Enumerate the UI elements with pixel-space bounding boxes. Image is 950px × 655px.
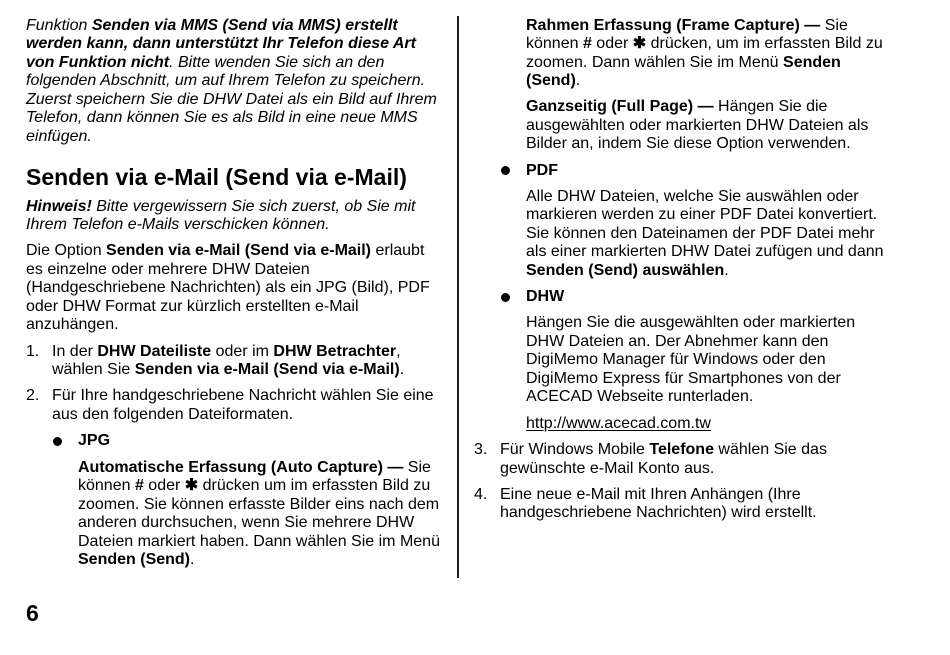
step-number: 1.	[26, 342, 40, 360]
text-run: ACECAD Webseite runterladen.	[526, 388, 754, 406]
bold-text: werden kann, dann unterstützt Ihr Telefon diese Art	[26, 35, 416, 52]
text-run: Ihrem Telefon e-Mails verschicken können.	[26, 216, 330, 234]
text-run: drücken um im erfassten Bild zu	[198, 477, 431, 495]
text-line	[26, 316, 451, 335]
text-line	[526, 54, 934, 73]
text-run: Sie	[403, 458, 431, 476]
text-line	[26, 91, 451, 110]
text-line	[26, 128, 451, 147]
text-run: gewünschte e-Mail Konto aus.	[500, 459, 715, 477]
step-4	[474, 486, 934, 523]
text-run: Die Option	[26, 242, 107, 260]
bold-text: Senden via MMS (Send via MMS) erstellt	[91, 16, 398, 34]
text-run: einfügen.	[26, 127, 92, 145]
text-line	[26, 279, 451, 298]
step-number: 4.	[474, 485, 488, 503]
text-line	[526, 17, 934, 36]
text-line	[526, 117, 934, 136]
text-run: DigiMemo Express für Smartphones von der	[526, 369, 841, 387]
text-line	[52, 387, 451, 406]
text-run: Sie können den Dateinamen der PDF Datei mehr	[526, 224, 875, 242]
text-run: als einer markierten DHW Datei zufügen und dann	[526, 243, 884, 261]
text-run: Hängen Sie die	[713, 98, 828, 116]
text-line	[78, 459, 451, 478]
step-text	[52, 343, 451, 380]
text-line	[526, 225, 934, 244]
bold-text: (Send)	[526, 72, 576, 89]
bold-text: Telefone	[649, 441, 714, 459]
text-run: zoomen. Dann wählen Sie im Menü	[526, 53, 784, 71]
text-run: In der	[52, 342, 98, 360]
text-run: anderen durchsuchen, wenn Sie mehrere DHW	[78, 514, 415, 532]
bullet-pdf	[474, 162, 934, 181]
text-run: Bilder an, indem Sie diese Option verwenden.	[526, 135, 851, 153]
text-run: erlaubt	[371, 242, 425, 260]
step-3	[474, 441, 934, 478]
text-line	[26, 298, 451, 317]
text-line	[26, 17, 451, 36]
bold-text: DHW Betrachter	[273, 342, 397, 360]
text-line	[500, 460, 934, 479]
step-number: 2.	[26, 387, 40, 405]
right-column	[474, 17, 934, 531]
text-line	[526, 35, 934, 54]
format-label: JPG	[78, 432, 111, 450]
text-run: Bitte vergewissern Sie sich zuerst, ob Sie mit	[91, 197, 416, 215]
mms-note-paragraph	[26, 17, 451, 147]
link-line	[526, 415, 934, 434]
text-line	[500, 486, 934, 505]
dhw-description-paragraph	[526, 314, 934, 407]
text-line	[26, 261, 451, 280]
text-line	[78, 496, 451, 515]
bullet-dhw	[474, 288, 934, 307]
text-run: DHW Dateien an. Der Abnehmer kann den	[526, 332, 829, 350]
text-line	[26, 72, 451, 91]
text-line	[526, 262, 934, 281]
text-line	[52, 361, 451, 380]
bold-text: Senden via e-Mail (Send via e-Mail)	[134, 361, 400, 379]
text-line	[526, 135, 934, 154]
column-divider	[457, 16, 459, 578]
bullet-jpg	[26, 432, 451, 451]
text-run: .	[190, 551, 195, 569]
text-run: anzuhängen.	[26, 316, 119, 334]
text-line	[526, 206, 934, 225]
step-text	[52, 387, 451, 424]
text-run: handgeschriebene Nachrichten) wird erstellt.	[500, 504, 817, 522]
full-page-paragraph	[526, 98, 934, 154]
text-run: aus den folgenden Dateiformaten.	[52, 405, 294, 423]
bold-text: #	[582, 35, 592, 52]
text-line	[78, 533, 451, 552]
frame-capture-paragraph	[526, 17, 934, 91]
text-run: ausgewählten oder markierten DHW Dateien als	[526, 116, 869, 134]
bold-text: Senden (Send) auswählen	[526, 261, 725, 279]
text-run: zoomen. Sie können erfasste Bilder eins nach dem	[78, 495, 440, 513]
text-run: Funktion	[26, 16, 92, 34]
bold-text: #	[134, 477, 144, 495]
text-run: . Bitte wenden Sie sich an den	[169, 53, 385, 71]
text-run: Für Ihre handgeschriebene Nachricht wählen Sie eine	[52, 387, 434, 405]
left-column	[26, 17, 451, 578]
text-run: (Handgeschriebene Nachrichten) als ein JPG (Bild), PDF	[26, 279, 430, 297]
text-run: wählen Sie	[52, 361, 135, 379]
acecad-website-link[interactable]: http://www.acecad.com.tw	[526, 414, 711, 432]
text-run: Zuerst speichern Sie die DHW Datei als ein Bild auf Ihrem	[26, 90, 437, 108]
text-run: folgenden Abschnitt, um auf Ihrem Telefon zu speichern.	[26, 72, 426, 89]
text-line	[526, 388, 934, 407]
text-run: .	[724, 261, 729, 279]
bold-text: von Funktion nicht	[26, 53, 170, 71]
text-run: oder	[591, 35, 633, 52]
text-line	[526, 98, 934, 117]
text-line	[26, 54, 451, 73]
text-run: ,	[396, 342, 401, 360]
text-line	[78, 514, 451, 533]
text-run: Sie	[820, 16, 848, 34]
pdf-description-paragraph	[526, 188, 934, 281]
text-line	[26, 198, 451, 217]
step-text	[500, 441, 934, 478]
bold-text: DHW Dateiliste	[97, 342, 212, 360]
step-1	[26, 343, 451, 380]
text-run: .	[575, 72, 581, 89]
text-run: Eine neue e-Mail mit Ihren Anhängen (Ihre	[500, 485, 801, 503]
text-run: wählen Sie das	[713, 441, 827, 459]
text-run: Hängen Sie die ausgewählten oder markierten	[526, 314, 856, 332]
bullet-icon	[501, 293, 510, 302]
step-2	[26, 387, 451, 424]
text-line	[26, 216, 451, 235]
text-run: Für Windows Mobile	[500, 441, 650, 459]
text-run: Dateien markiert haben. Dann wählen Sie im Menü	[78, 532, 440, 550]
bold-text: Senden (Send)	[78, 551, 191, 569]
text-run: oder	[143, 477, 185, 495]
text-run: markieren werden zu einer PDF Datei konvertiert.	[526, 206, 878, 224]
text-line	[526, 72, 934, 91]
section-heading: Senden via e-Mail (Send via e-Mail)	[26, 163, 407, 190]
text-run: DigiMemo Manager für Windows oder den	[526, 351, 826, 369]
text-line	[26, 109, 451, 128]
text-line	[78, 477, 451, 496]
format-label: DHW	[526, 288, 565, 306]
text-run: können	[78, 477, 135, 495]
text-run: oder im	[211, 342, 274, 360]
bullet-icon	[53, 437, 62, 446]
text-line	[526, 314, 934, 333]
text-run: drücken, um im erfassten Bild zu	[646, 35, 883, 52]
text-line	[500, 504, 934, 523]
bold-text: Ganzseitig (Full Page) —	[526, 98, 714, 116]
text-line	[78, 551, 451, 570]
auto-capture-paragraph	[78, 459, 451, 570]
bold-text: Rahmen Erfassung (Frame Capture) —	[526, 16, 821, 34]
intro-paragraph	[26, 242, 451, 335]
text-run: Telefon, dann können Sie es als Bild in eine neue MMS	[26, 109, 418, 126]
step-number: 3.	[474, 441, 488, 459]
bold-text: ✱	[632, 35, 647, 52]
bold-text: Hinweis!	[26, 197, 92, 215]
page-number: 6	[26, 600, 39, 626]
text-line	[500, 441, 934, 460]
bold-text: Automatische Erfassung (Auto Capture) —	[78, 458, 404, 476]
text-line	[526, 188, 934, 207]
step-text	[500, 486, 934, 523]
bold-text: Senden via e-Mail (Send via e-Mail)	[106, 242, 372, 260]
bold-text: Senden	[783, 53, 841, 71]
text-line	[526, 370, 934, 389]
text-run: oder DHW Format zur kürzlich erstellten e-Mail	[26, 297, 359, 315]
text-line	[26, 242, 451, 261]
bold-text: ✱	[184, 477, 199, 495]
text-line	[26, 35, 451, 54]
text-run: .	[399, 361, 405, 379]
text-line	[526, 243, 934, 262]
hint-paragraph	[26, 198, 451, 235]
text-line	[526, 333, 934, 352]
text-run: Alle DHW Dateien, welche Sie auswählen oder	[526, 187, 859, 205]
text-line	[526, 351, 934, 370]
text-run: können	[526, 35, 583, 52]
text-run: es einzelne oder mehrere DHW Dateien	[26, 260, 310, 278]
text-line	[52, 343, 451, 362]
format-label: PDF	[526, 161, 558, 179]
text-line	[52, 406, 451, 425]
bullet-icon	[501, 166, 510, 175]
